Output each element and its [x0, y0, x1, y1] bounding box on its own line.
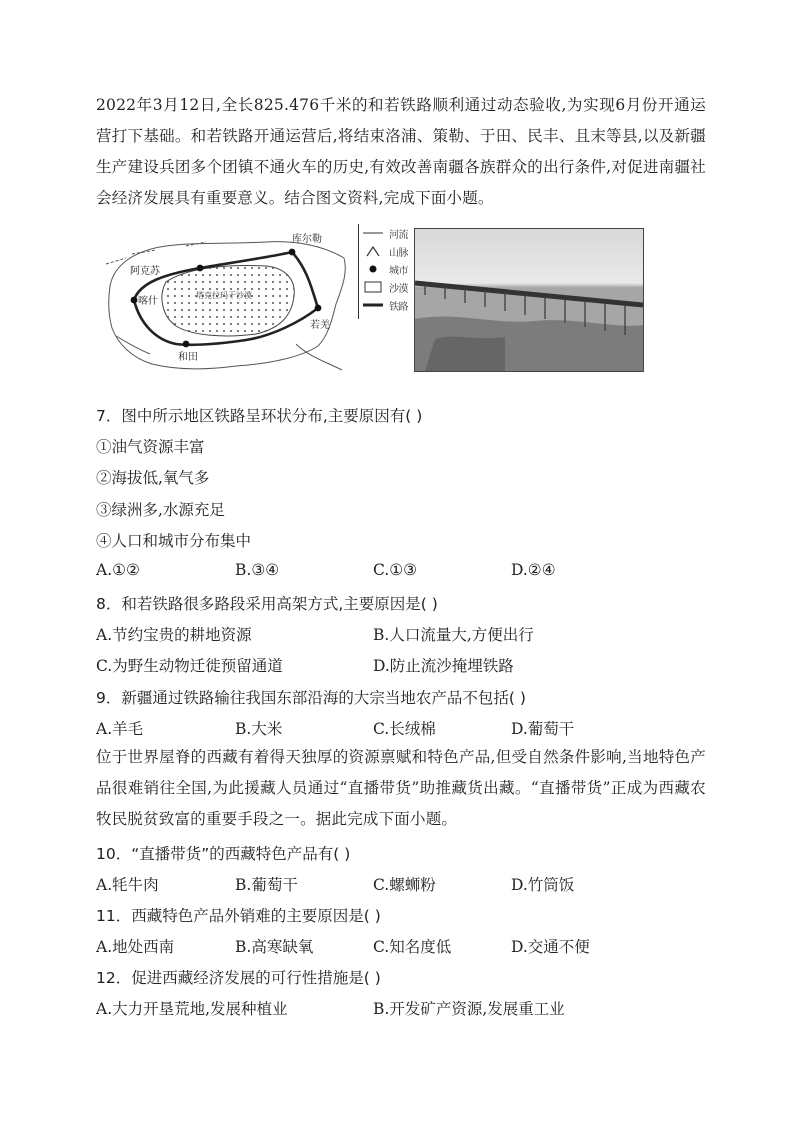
legend-railway: 铁路 — [363, 296, 411, 314]
question-10-option-d[interactable]: D.竹筒饭 — [511, 876, 575, 894]
question-8-option-a[interactable]: A.节约宝贵的耕地资源 — [96, 626, 252, 644]
question-12-stem: 12．促进西藏经济发展的可行性措施是( ) — [96, 969, 381, 987]
question-12-option-b[interactable]: B.开发矿产资源,发展重工业 — [373, 1000, 565, 1018]
desert-symbol-icon — [363, 280, 383, 294]
question-7-option-d[interactable]: D.②④ — [511, 561, 556, 579]
question-7-item-4: ④人口和城市分布集中 — [96, 532, 252, 550]
city-ruoqiang — [315, 305, 322, 312]
intro-paragraph-railway: 2022年3月12日,全长825.476千米的和若铁路顺利通过动态验收,为实现6月份开通运营打下基础。和若铁路开通运营后,将结束洛浦、策勒、于田、民丰、且末等县,以及新疆生产建设兵团多个团镇不通火车的历史,有效改善南疆各族群众的出行条件,对促进南疆社会经济发展具有重要意义。结合图文资料,完成下面小题。 — [96, 96, 706, 207]
question-11-option-a[interactable]: A.地处西南 — [96, 938, 175, 956]
legend-city: 城市 — [363, 260, 411, 278]
railway-map — [96, 224, 356, 386]
question-7-item-2: ②海拔低,氧气多 — [96, 469, 210, 487]
desert-area — [162, 266, 294, 336]
question-9-option-d[interactable]: D.葡萄干 — [511, 720, 575, 738]
legend-desert: 沙漠 — [363, 278, 411, 296]
question-10-option-c[interactable]: C.螺蛳粉 — [373, 876, 436, 894]
city-korla — [289, 249, 296, 256]
railway-symbol-icon — [363, 298, 383, 312]
question-10-option-b[interactable]: B.葡萄干 — [235, 876, 298, 894]
label-kashgar: 喀什 — [138, 296, 158, 307]
question-8-option-d[interactable]: D.防止流沙掩埋铁路 — [373, 657, 514, 675]
question-7-option-a[interactable]: A.①② — [96, 561, 140, 579]
question-7-option-c[interactable]: C.①③ — [373, 561, 418, 579]
question-10-stem: 10．“直播带货”的西藏特色产品有( ) — [96, 845, 351, 863]
label-aksu: 阿克苏 — [130, 266, 160, 277]
label-hotan: 和田 — [178, 352, 198, 363]
river-symbol-icon — [363, 226, 383, 240]
label-desert: 塔克拉玛干沙漠 — [196, 291, 252, 300]
question-10-option-a[interactable]: A.牦牛肉 — [96, 876, 159, 894]
question-11-option-c[interactable]: C.知名度低 — [373, 938, 452, 956]
city-symbol-icon — [363, 262, 383, 276]
question-9-option-c[interactable]: C.长绒棉 — [373, 720, 436, 738]
question-7-stem: 7．图中所示地区铁路呈环状分布,主要原因有( ) — [96, 407, 423, 425]
question-8-option-b[interactable]: B.人口流量大,方便出行 — [373, 626, 534, 644]
label-korla: 库尔勒 — [292, 234, 322, 245]
mountain-symbol-icon — [363, 244, 383, 258]
question-12-option-a[interactable]: A.大力开垦荒地,发展种植业 — [96, 1000, 288, 1018]
legend-river: 河流 — [363, 224, 411, 242]
map-legend — [358, 224, 411, 319]
elevated-railway-photo — [414, 228, 644, 372]
question-7-item-3: ③绿洲多,水源充足 — [96, 501, 225, 519]
question-9-option-a[interactable]: A.羊毛 — [96, 720, 144, 738]
question-8-option-c[interactable]: C.为野生动物迁徙预留通道 — [96, 657, 283, 675]
question-7-option-b[interactable]: B.③④ — [235, 561, 280, 579]
question-11-option-d[interactable]: D.交通不便 — [511, 938, 590, 956]
question-11-option-b[interactable]: B.高寒缺氧 — [235, 938, 314, 956]
city-hotan — [183, 341, 190, 348]
intro-paragraph-tibet: 位于世界屋脊的西藏有着得天独厚的资源禀赋和特色产品,但受自然条件影响,当地特色产品很难销往全国,为此援藏人员通过“直播带货”助推藏货出藏。“直播带货”正成为西藏农牧民脱贫致富的重要手段之一。据此完成下面小题。 — [96, 748, 706, 828]
figure-railway — [96, 224, 646, 386]
question-9-option-b[interactable]: B.大米 — [235, 720, 283, 738]
legend-mountain: 山脉 — [363, 242, 411, 260]
question-11-stem: 11．西藏特色产品外销难的主要原因是( ) — [96, 907, 381, 925]
question-8-stem: 8．和若铁路很多路段采用高架方式,主要原因是( ) — [96, 595, 438, 613]
question-7-item-1: ①油气资源丰富 — [96, 438, 205, 456]
question-9-stem: 9．新疆通过铁路输往我国东部沿海的大宗当地农产品不包括( ) — [96, 689, 526, 707]
elevated-railway-drawing — [415, 229, 643, 371]
label-ruoqiang: 若羌 — [310, 320, 330, 331]
city-aksu — [197, 265, 204, 272]
city-kashgar — [131, 297, 138, 304]
